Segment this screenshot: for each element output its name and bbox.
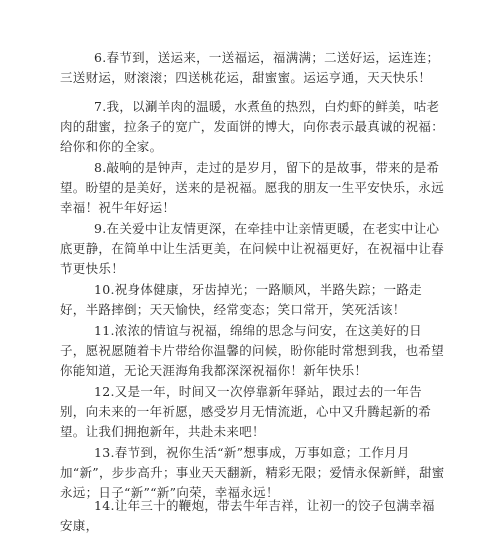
blessing-paragraph-13: 13.春节到，祝你生活“新”想事成，万事如意；工作月月加“新”，步步高升；事业天天翻新，精彩无限；爱情永保新鲜，甜蜜永远；日子“新”“新”向荣，幸福永远！ bbox=[60, 445, 445, 500]
blessing-paragraph-11: 11.浓浓的情谊与祝福，绵绵的思念与问安，在这美好的日子，愿祝愿随着卡片带给你温馨的问候，盼你能时常想到我，也希望你能知道，无论天涯海角我都深深祝福你！新年快乐！ bbox=[60, 323, 445, 378]
blessing-paragraph-9: 9.在关爱中让友情更深，在牵挂中让亲情更暖，在老实中让心底更静，在简单中让生活更美，在问候中让祝福更好，在祝福中让春节更快乐！ bbox=[60, 221, 445, 276]
blessing-paragraph-10: 10.祝身体健康，牙齿掉光；一路顺风，半路失踪；一路走好，半路摔倒；天天愉快，经常变态；笑口常开，笑死活该！ bbox=[60, 282, 422, 317]
blessing-paragraph-12: 12.又是一年，时间又一次停靠新年驿站，跟过去的一年告别，向未来的一年祈愿，感受岁月无情流逝，心中又升腾起新的希望。让我们拥抱新年，共赴未来吧！ bbox=[60, 384, 432, 439]
blessing-paragraph-7: 7.我，以涮羊肉的温暖，水煮鱼的热烈，白灼虾的鲜美，咕老肉的甜蜜，拉条子的宽广，发面饼的博大，向你表示最真诚的祝福：给你和你的全家。 bbox=[60, 99, 445, 154]
blessing-paragraph-14: 14.让年三十的鞭炮，带去牛年吉祥，让初一的饺子包满幸福安康， bbox=[60, 498, 435, 533]
blessing-paragraph-6: 6.春节到，送运来，一送福运，福满满；二送好运，运连连；三送财运，财滚滚；四送桃花运，甜蜜蜜。运运亨通，天天快乐！ bbox=[60, 50, 440, 85]
blessing-paragraph-8: 8.敲响的是钟声，走过的是岁月，留下的是故事，带来的是希望。盼望的是美好，送来的是祝福。愿我的朋友一生平安快乐，永远幸福！祝牛年好运！ bbox=[60, 160, 445, 215]
